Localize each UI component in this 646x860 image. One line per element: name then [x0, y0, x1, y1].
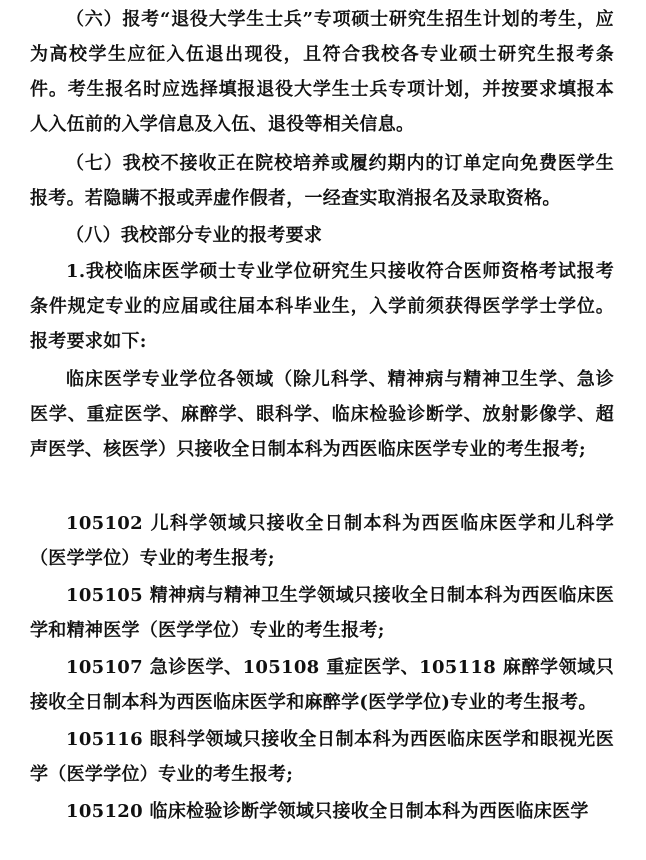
paragraph-7-order-students: （七）我校不接收正在院校培养或履约期内的订单定向免费医学生报考。若隐瞒不报或弄虚作假者，一经查实取消报名及录取资格。 — [30, 153, 614, 209]
paragraph-105120-lab-diagnosis: 105120 临床检验诊断学领域只接收全日制本科为西医临床医学 — [66, 801, 589, 822]
paragraph-105102-pediatrics: 105102 儿科学领域只接收全日制本科为西医临床医学和儿科学（医学学位）专业的考生报考; — [30, 513, 614, 569]
paragraph-105107-emergency: 105107 急诊医学、105108 重症医学、105118 麻醉学领域只接收全日制本科为西医临床医学和麻醉学(医学学位)专业的考生报考。 — [30, 657, 614, 713]
paragraph-8-heading: （八）我校部分专业的报考要求 — [66, 225, 323, 246]
paragraph-105105-psychiatry: 105105 精神病与精神卫生学领域只接收全日制本科为西医临床医学和精神医学（医学学位）专业的考生报考; — [30, 585, 614, 641]
paragraph-clinical-fields: 临床医学专业学位各领域（除儿科学、精神病与精神卫生学、急诊医学、重症医学、麻醉学、眼科学、临床检验诊断学、放射影像学、超声医学、核医学）只接收全日制本科为西医临床医学专业的考生报考; — [30, 369, 614, 460]
paragraph-105116-ophthalmology: 105116 眼科学领域只接收全日制本科为西医临床医学和眼视光医学（医学学位）专业的考生报考; — [30, 729, 614, 785]
paragraph-6-veteran-plan: （六）报考“退役大学生士兵”专项硕士研究生招生计划的考生，应为高校学生应征入伍退出现役，且符合我校各专业硕士研究生报考条件。考生报名时应选择填报退役大学生士兵专项计划，并按要求填报本人入伍前的入学信息及入伍、退役等相关信息。 — [30, 9, 614, 135]
paragraph-clinical-requirements: 1.我校临床医学硕士专业学位研究生只接收符合医师资格考试报考条件规定专业的应届或往届本科毕业生，入学前须获得医学学士学位。报考要求如下: — [30, 261, 614, 352]
